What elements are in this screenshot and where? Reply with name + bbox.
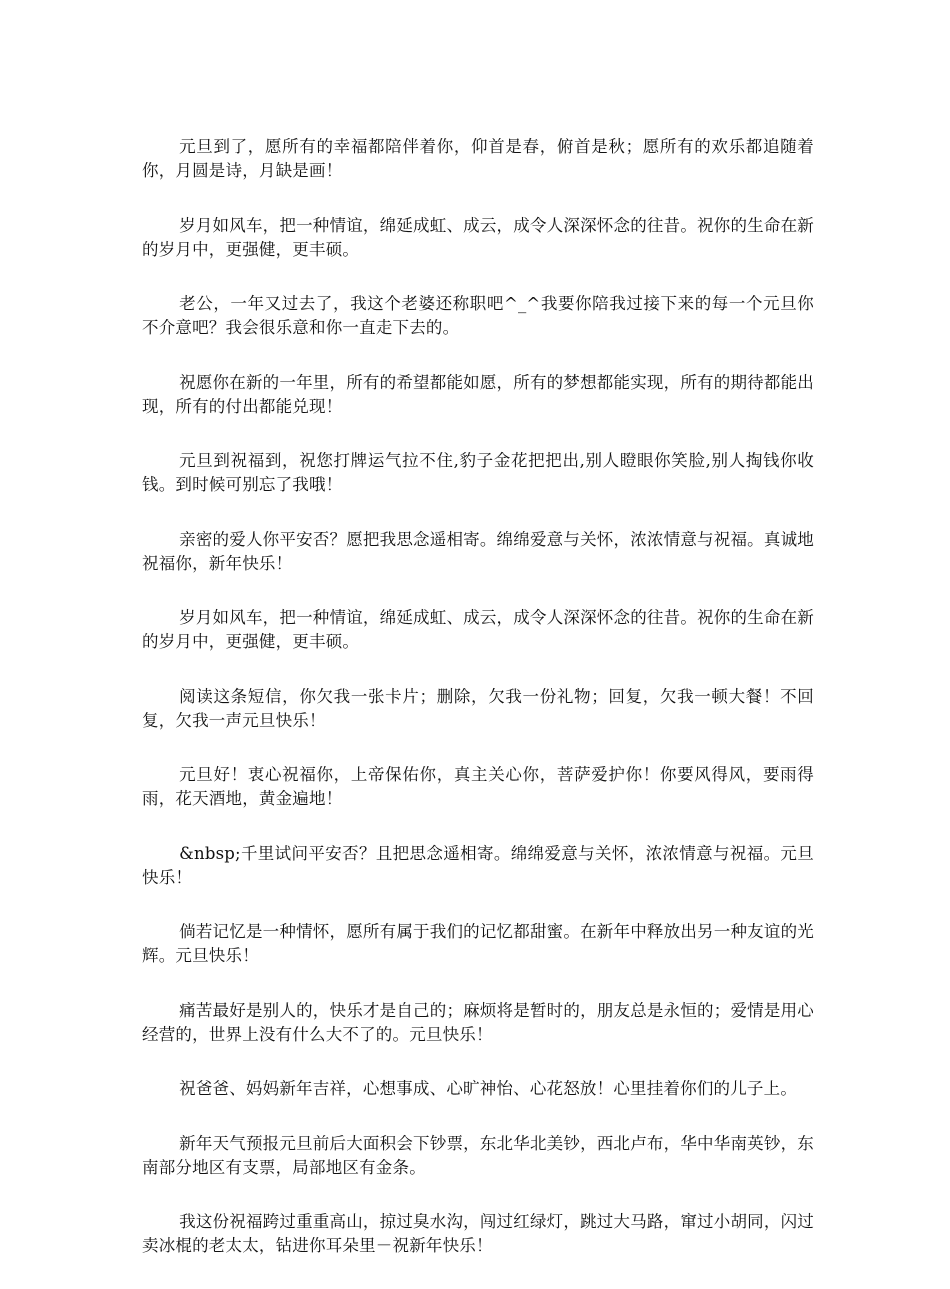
paragraph: 阅读这条短信，你欠我一张卡片；删除，欠我一份礼物；回复，欠我一顿大餐！不回复，欠我一声元旦快乐！ [142, 686, 814, 730]
paragraph: 元旦到祝福到，祝您打牌运气拉不住,豹子金花把把出,别人瞪眼你笑脸,别人掏钱你收钱。到时候可别忘了我哦！ [142, 451, 814, 494]
paragraph: 老公，一年又过去了，我这个老婆还称职吧^_^我要你陪我过接下来的每一个元旦你不介意吧？我会很乐意和你一直走下去的。 [142, 294, 814, 337]
document-body [142, 135, 814, 1289]
paragraph: 亲密的爱人你平安否？愿把我思念遥相寄。绵绵爱意与关怀，浓浓情意与祝福。真诚地祝福你，新年快乐！ [142, 529, 814, 573]
paragraph: 元旦到了，愿所有的幸福都陪伴着你，仰首是春，俯首是秋；愿所有的欢乐都追随着你，月圆是诗，月缺是画！ [142, 137, 814, 180]
paragraph: 痛苦最好是别人的，快乐才是自己的；麻烦将是暂时的，朋友总是永恒的；爱情是用心经营的，世界上没有什么大不了的。元旦快乐！ [142, 1000, 814, 1044]
paragraph: 我这份祝福跨过重重高山，掠过臭水沟，闯过红绿灯，跳过大马路，窜过小胡同，闪过卖冰棍的老太太，钻进你耳朵里－祝新年快乐！ [142, 1212, 814, 1255]
paragraph: 倘若记忆是一种情怀，愿所有属于我们的记忆都甜蜜。在新年中释放出另一种友谊的光辉。元旦快乐！ [142, 922, 814, 965]
paragraph: 岁月如风车，把一种情谊，绵延成虹、成云，成令人深深怀念的往昔。祝你的生命在新的岁月中，更强健，更丰硕。 [142, 608, 814, 651]
paragraph: 祝爸爸、妈妈新年吉祥，心想事成、心旷神怡、心花怒放！心里挂着你们的儿子上。 [179, 1079, 798, 1098]
paragraph: 岁月如风车，把一种情谊，绵延成虹、成云，成令人深深怀念的往昔。祝你的生命在新的岁月中，更强健，更丰硕。 [142, 215, 814, 259]
paragraph: 新年天气预报元旦前后大面积会下钞票，东北华北美钞，西北卢布，华中华南英钞，东南部分地区有支票，局部地区有金条。 [142, 1133, 814, 1177]
paragraph: &nbsp;千里试问平安否？且把思念遥相寄。绵绵爱意与关怀，浓浓情意与祝福。元旦快乐！ [142, 843, 814, 887]
paragraph: 元旦好！衷心祝福你，上帝保佑你，真主关心你，菩萨爱护你！你要风得风，要雨得雨，花天酒地，黄金遍地！ [142, 765, 814, 808]
paragraph: 祝愿你在新的一年里，所有的希望都能如愿，所有的梦想都能实现，所有的期待都能出现，所有的付出都能兑现！ [142, 372, 814, 416]
